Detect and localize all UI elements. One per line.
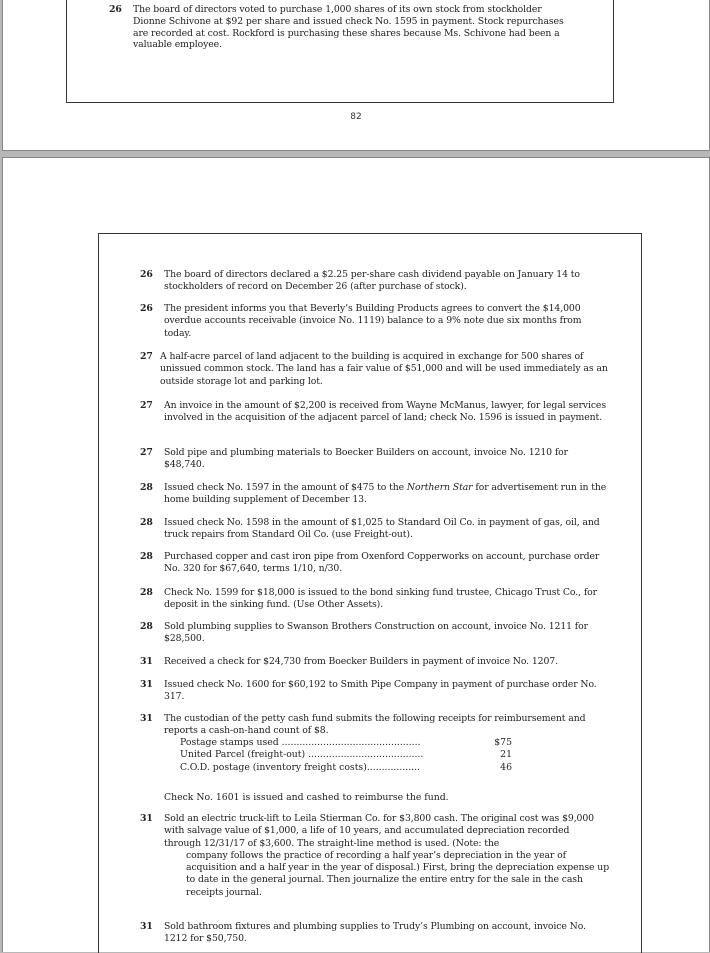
entry-text: Purchased copper and cast iron pipe from Oxenford Copperworks on account, purchase order No. 320 for $67,640, terms 1/10, n/30. [164, 551, 600, 575]
problem-box [98, 233, 642, 953]
journal-entry [140, 482, 609, 507]
entry-text: The board of directors voted to purchase 1,000 shares of its own stock from stockholder Dionne Schivone at $92 per share and issued check No. 1595 in payment. Stock repurchases are recorded at cost. Rockford is purchasing these shares because Ms. Schivone had been a valuable employee. [133, 4, 564, 51]
entry-text: The president informs you that Beverly’s Building Products agrees to convert the $14,000 overdue accounts receivable (invoice No. 1119) balance to a 9% note due six months from today. [164, 303, 582, 339]
entry-text: A half-acre parcel of land adjacent to the building is acquired in exchange for 500 shares of unissued common stock. The land has a fair value of $51,000 and will be used immediately as an outside storage lot and parking lot. [160, 351, 608, 387]
receipt-row [180, 762, 512, 774]
entry-date: 27 [140, 400, 153, 411]
receipt-amount: 46 [500, 761, 512, 773]
entry-date: 27 [140, 447, 153, 458]
entry-date: 28 [140, 517, 153, 528]
entry-text: Sold bathroom fixtures and plumbing supplies to Trudy’s Plumbing on account, invoice No. 1212 for $50,750. [164, 921, 586, 945]
journal-entry [140, 713, 609, 738]
entry-text: Received a check for $24,730 from Boecker Builders in payment of invoice No. 1207. [164, 656, 558, 667]
entry-text: The custodian of the petty cash fund submits the following receipts for reimbursement and reports a cash-on-hand count of $8. [164, 713, 586, 737]
entry-text: An invoice in the amount of $2,200 is received from Wayne McManus, lawyer, for legal services involved in the acquisition of the adjacent parcel of land; check No. 1596 is issued in payment. [164, 400, 606, 424]
entry-date: 28 [140, 621, 153, 632]
receipt-label: United Parcel (freight-out) ....................................... [180, 749, 424, 761]
entry-text: Sold plumbing supplies to Swanson Brothers Construction on account, invoice No. 1211 for $28,500. [164, 621, 588, 645]
publication-name: Northern Star [406, 482, 473, 493]
journal-entry [140, 921, 609, 946]
journal-entry [140, 621, 609, 646]
entry-text: Sold an electric truck-lift to Leila Stierman Co. for $3,800 cash. The original cost was $9,000 with salvage value of $1,000, a life of 10 years, and accumulated depreciation recorded through 12/31/17 of $3,600. The straight-line method is used. (Note: the [164, 813, 594, 849]
receipt-row [180, 749, 512, 761]
journal-entry [140, 679, 609, 704]
journal-entry [140, 813, 609, 899]
entry-date: 31 [140, 813, 153, 824]
entry-date: 26 [140, 269, 153, 280]
page-83 [2, 157, 710, 952]
entry-text: Issued check No. 1598 in the amount of $1,025 to Standard Oil Co. in payment of gas, oil, and truck repairs from Standard Oil Co. (use Freight-out). [164, 517, 600, 541]
entry-note: company follows the practice of recording a half year’s depreciation in the year of acquisition and a half year in the year of disposal.) First, bring the depreciation expense up to date in the general journal. Then journalize the entire entry for the sale in the cash receipts journal. [186, 849, 610, 898]
receipt-amount: $75 [494, 737, 512, 748]
petty-cash-receipts [180, 737, 512, 774]
reimbursement-note: Check No. 1601 is issued and cashed to reimburse the fund. [164, 792, 449, 803]
entry-date: 27 [140, 351, 153, 362]
journal-entry [140, 587, 609, 612]
receipt-label: C.O.D. postage (inventory freight costs).................. [180, 761, 421, 773]
page-number: 82 [350, 112, 362, 122]
entry-text: Sold pipe and plumbing materials to Boecker Builders on account, invoice No. 1210 for $48,740. [164, 447, 569, 471]
entry-text: Issued check No. 1600 for $60,192 to Smith Pipe Company in payment of purchase order No. 317. [164, 679, 597, 703]
entry-date: 31 [140, 921, 153, 932]
journal-entry [140, 351, 609, 388]
entry-date: 26 [109, 4, 122, 15]
receipt-amount: 21 [500, 749, 512, 761]
journal-entry [140, 656, 609, 668]
problem-box [66, 0, 614, 103]
entry-text-part: for advertisement run in the home building supplement of December 13. [164, 482, 607, 506]
page-82 [2, 0, 710, 151]
entry-date: 31 [140, 679, 153, 690]
journal-entry [140, 551, 609, 576]
entry-text-part: Issued check No. 1597 in the amount of $475 to the [164, 482, 407, 493]
receipt-row [180, 737, 512, 749]
entry-date: 31 [140, 656, 153, 667]
entry-date: 26 [140, 303, 153, 314]
entry-date: 28 [140, 551, 153, 562]
journal-entry [109, 4, 571, 51]
entry-text [164, 482, 609, 507]
journal-entry [140, 269, 609, 294]
entry-text: Check No. 1599 for $18,000 is issued to the bond sinking fund trustee, Chicago Trust Co., for deposit in the sinking fund. (Use Other Assets). [164, 587, 598, 611]
journal-entry [140, 517, 609, 542]
entry-date: 31 [140, 713, 153, 724]
entry-text: The board of directors declared a $2.25 per-share cash dividend payable on January 14 to stockholders of record on December 26 (after purchase of stock). [164, 269, 580, 293]
journal-entry [140, 447, 609, 472]
entry-date: 28 [140, 482, 153, 493]
receipt-label: Postage stamps used ............................................... [180, 737, 421, 748]
entry-date: 28 [140, 587, 153, 598]
journal-entry [140, 400, 609, 425]
journal-entry [140, 303, 609, 340]
